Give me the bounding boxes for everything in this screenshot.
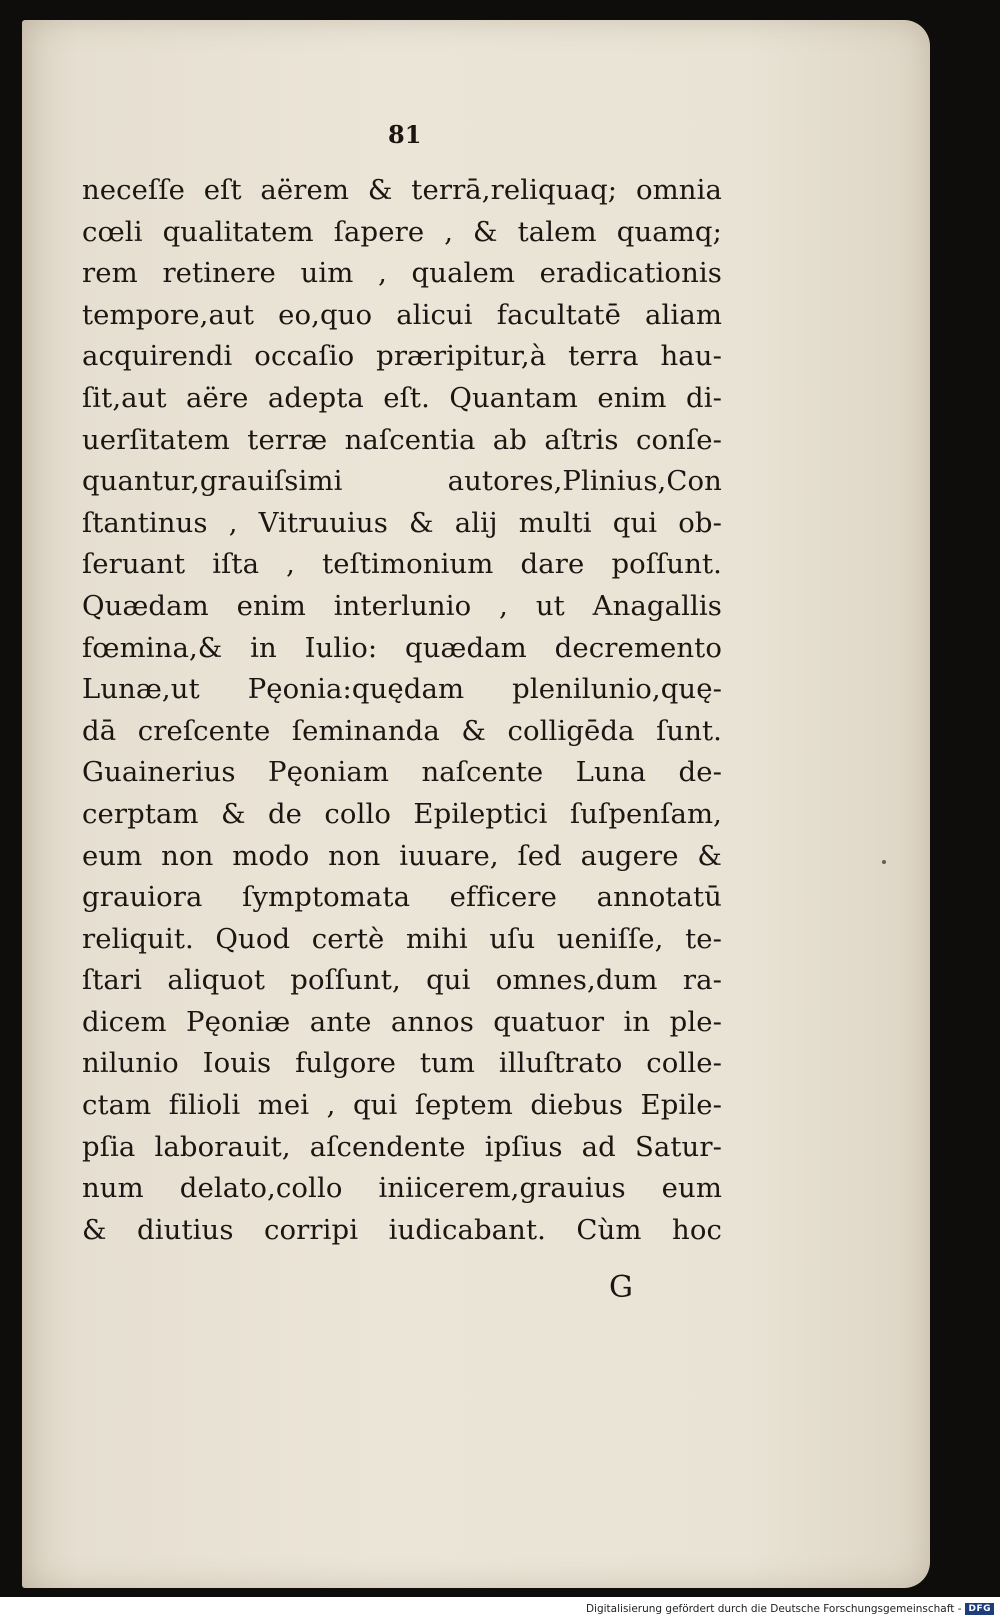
text-line: reliquit. Quod certè mihi uſu ueniſſe, te-: [82, 922, 722, 955]
text-line: ctam filioli mei , qui ſeptem diebus Epile-: [82, 1089, 722, 1122]
text-line: pſia laborauit, aſcendente ipſius ad Satur-: [82, 1130, 722, 1163]
text-line: uerſitatem terræ naſcentia ab aſtris conſe-: [82, 423, 722, 456]
text-line: dicem Pęoniæ ante annos quatuor in ple-: [82, 1005, 722, 1038]
text-line: eum non modo non iuuare, ſed augere &: [82, 839, 722, 872]
text-line: cœli qualitatem ſapere , & talem quamq;: [82, 215, 722, 248]
text-line: dā creſcente ſeminanda & colligēda ſunt.: [82, 714, 722, 747]
book-page: [22, 20, 930, 1588]
text-line: grauiora ſymptomata efficere annotatū: [82, 881, 722, 914]
dfg-logo-icon: DFG: [965, 1603, 994, 1615]
text-line: Guainerius Pęoniam naſcente Luna de-: [82, 756, 722, 789]
text-line: & diutius corripi iudicabant. Cùm hoc: [82, 1213, 722, 1246]
paper-speck: [882, 860, 886, 864]
text-line: acquirendi occaſio præripitur,à terra hau-: [82, 340, 722, 373]
page-text: [82, 170, 722, 1251]
text-line: tempore,aut eo,quo alicui facultatē aliam: [82, 298, 722, 331]
text-line: neceſſe eſt aërem & terrā,reliquaq; omnia: [82, 174, 722, 206]
text-line: quantur,grauiſsimi autores,Plinius,Con: [82, 465, 722, 498]
page-number: 81: [388, 120, 422, 149]
text-line: Lunæ,ut Pęonia:quędam plenilunio,quę-: [82, 673, 722, 706]
footer-credit: Digitalisierung gefördert durch die Deutsche Forschungsgemeinschaft -: [585, 1602, 962, 1615]
digitization-footer: [586, 1600, 994, 1617]
text-line: ſit,aut aëre adepta eſt. Quantam enim di-: [82, 381, 722, 414]
text-line: ſtantinus , Vitruuius & alij multi qui ob-: [82, 506, 722, 539]
text-line: Quædam enim interlunio , ut Anagallis: [82, 589, 722, 622]
text-line: ſtari aliquot poſſunt, qui omnes,dum ra-: [82, 964, 722, 997]
text-line: fœmina,& in Iulio: quædam decremento: [82, 631, 722, 664]
text-line: nilunio Iouis fulgore tum illuſtrato colle-: [82, 1047, 722, 1080]
text-line: num delato,collo iniicerem,grauius eum: [82, 1172, 722, 1205]
text-line: rem retinere uim , qualem eradicationis: [82, 257, 722, 290]
signature-mark: G: [609, 1270, 633, 1305]
text-line: cerptam & de collo Epileptici ſuſpenſam,: [82, 797, 722, 830]
text-line: ſeruant iſta , teſtimonium dare poſſunt.: [82, 548, 722, 581]
